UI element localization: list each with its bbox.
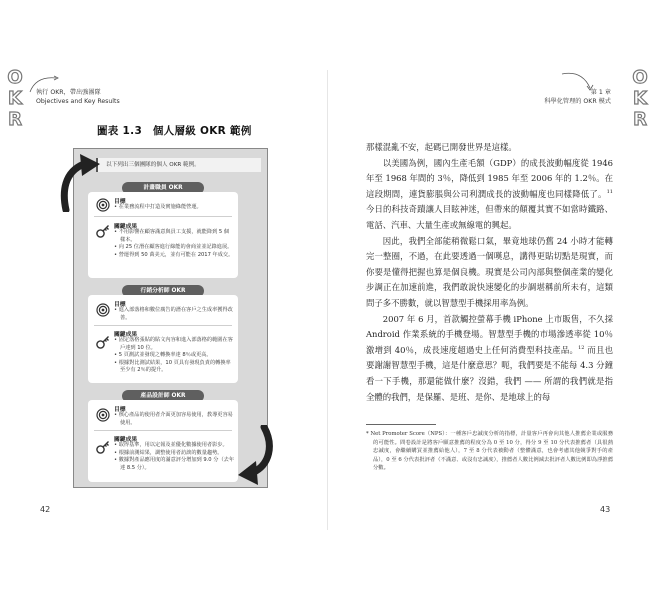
- logo-letter-o: O: [632, 67, 648, 88]
- book-title: 執行 OKR，帶出強團隊: [36, 89, 101, 96]
- kr-item: • 5 頁測試並發現之轉換率達 8％或更高。: [114, 352, 212, 359]
- logo-letter-r: R: [8, 109, 22, 130]
- logo-letter-o: O: [7, 67, 23, 88]
- figure-title: 圖表 1.3 個人層級 OKR 範例: [97, 125, 252, 137]
- okr-card-marketing: [88, 295, 238, 383]
- okr-logo-right: [629, 68, 651, 130]
- target-icon: [96, 198, 110, 212]
- objective-label: 目標: [114, 199, 126, 205]
- objective-item: • 核心產品的使用者介面更加容易使用，教導更容易使用。: [114, 412, 233, 426]
- paragraph: 因此，我們全部能稍微鬆口氣，畢竟地球仍舊 24 小時才能轉完一整圈，不過，在此要透過一個嘆息，講得更貼切點是現實，而你要是懂得把握也算是個良機。現實是公司內部與整個產業的變化步調正在加速前進，我們敢說快速變化的步調堪稱前所未有，這類問子多不勝數，就以智慧型手機採用率為例。: [366, 235, 613, 308]
- kr-item: • 數據對產品應用度的滿意評分增加到 9.0 分（去年達 8.5 分）。: [114, 457, 235, 471]
- okr-logo-left: [4, 68, 26, 130]
- gutter-line: [327, 70, 328, 530]
- target-icon: [96, 408, 110, 422]
- objective-label: 目標: [114, 407, 126, 413]
- running-head-left: [36, 88, 120, 106]
- key-icon: [96, 224, 110, 238]
- kr-list: [114, 442, 234, 472]
- kr-item: • 不用影響在顧客滿意與員工支援，就能降到 5 個樣本。: [114, 229, 230, 243]
- footnote: [366, 430, 613, 473]
- kr-label: 關鍵成果: [114, 437, 138, 443]
- kr-item: • 營運得到 50 萬美元，並有可能在 2017 年成交。: [114, 251, 234, 258]
- page-number-right: 43: [600, 505, 611, 514]
- book-subtitle: Objectives and Key Results: [36, 98, 120, 105]
- footnote-text: * Net Promoter Score（NPS）：一種客戶忠誠度分析的指標，計量客戶再會向其他人推薦企業或服務的可能性。問卷設計是將客戶願意推薦的程度分為 0 至 10 分，得分 9 至 10 分代表推薦者（具很熱忠誠度，會繼續購買並推薦給他人），7 至 8 分代表被動者（整體滿意，也會考慮其他競爭對手的產品），0 至 6 分代表批評者（不滿意、或沒有忠誠度），推薦者人數比例減去批評者人數比例即為淨推薦分數。: [366, 431, 613, 472]
- kr-list: [114, 229, 234, 259]
- logo-letter-k: K: [8, 88, 22, 109]
- card-divider: [94, 430, 232, 431]
- target-icon: [96, 303, 110, 317]
- kr-item: • 取得基準，用以定報及並優化數據使用者影步。: [114, 442, 228, 448]
- objective-item: • 在業務流程中打造及實施綠能營運。: [114, 204, 202, 210]
- paragraph: [366, 312, 613, 406]
- objective-label: 目標: [114, 302, 126, 308]
- paragraph: [366, 156, 613, 234]
- kr-list: [114, 337, 234, 375]
- okr-card-designer: [88, 400, 238, 482]
- body-text: [366, 140, 613, 405]
- paragraph-text: 今日的科技奇蹟讓人目眩神迷，但帶來的顛覆其實不如當時鐵路、電話、汽車、大量生產或無線電的興起。: [366, 204, 613, 230]
- paragraph-text: 以美國為例，國內生產毛額（GDP）的成長波動幅度從 1946 年至 1968 年間的 3％，降低到 1985 年至 2006 年的 1.2％。在這段期間，連貨膨脹與公司利潤成長的波動幅度也同樣降低了。: [366, 157, 613, 199]
- objective-text: [114, 307, 234, 322]
- endnote-ref: 11: [606, 188, 613, 195]
- logo-letter-k: K: [633, 88, 647, 109]
- role-pill-marketing: 行銷分析師 OKR: [122, 285, 204, 297]
- paragraph-text: 2007 年 6 月，首款觸控螢幕手機 iPhone 上市販售，不久採 Android 作業系統的手機登場。智慧型手機的市場滲透率從 10％激增到 40％，成長速度超過史上任何消費型科技產品。: [366, 313, 613, 355]
- card-divider: [94, 216, 232, 217]
- kr-item: • 根據對比測試結果，10 頁具有發現負責的轉換率至少有 2％的提升。: [114, 359, 231, 374]
- kr-item: • 固定落格張貼的貼文內容和進入部落格的範圍在客戶達到 10 位。: [114, 337, 233, 351]
- kr-item: • 根據前測結果，調整使用者訪談的數量趨勢。: [114, 449, 223, 456]
- okr-card-planner: [88, 192, 238, 278]
- chapter-title: 科學化管理的 OKR 模式: [544, 98, 611, 105]
- role-pill-planner: 計畫職員 OKR: [122, 182, 204, 194]
- curved-arrow-bottom-icon: [236, 425, 276, 490]
- running-head-right: [544, 88, 611, 106]
- card-divider: [94, 325, 232, 326]
- objective-text: [114, 204, 234, 212]
- page-number-left: 42: [40, 505, 51, 514]
- kr-label: 關鍵成果: [114, 224, 138, 230]
- endnote-ref: 12: [578, 344, 585, 351]
- key-icon: [96, 335, 110, 349]
- kr-label: 關鍵成果: [114, 332, 138, 338]
- footnote-rule: [366, 424, 436, 425]
- objective-text: [114, 412, 234, 427]
- role-pill-designer: 產品設計師 OKR: [122, 390, 204, 402]
- figure-intro: 以下列出三個團隊的個人 OKR 範例。: [96, 158, 261, 172]
- paragraph-text: 而且也要謝謝智慧型手機，這是什麼意思？呃，我們要是不能每 4.3 分鐘看一下手機，那還能做什麼？沒錯，我們 —— 所謂的我們就是指全體的我們，是保羅、是班、是你、是地球上的每: [366, 344, 613, 402]
- logo-letter-r: R: [633, 109, 647, 130]
- kr-item: • 向 25 位潛在顧客進行綠能的會商並並記錄進展。: [114, 244, 233, 251]
- key-icon: [96, 440, 110, 454]
- paragraph: 那樣混亂不安，起碼已開發世界是這樣。: [366, 142, 517, 152]
- objective-item: • 進入部落格和數位廣告的潛在客戶之生成率獲得改善。: [114, 307, 233, 321]
- chapter-number: 第 1 章: [590, 89, 611, 96]
